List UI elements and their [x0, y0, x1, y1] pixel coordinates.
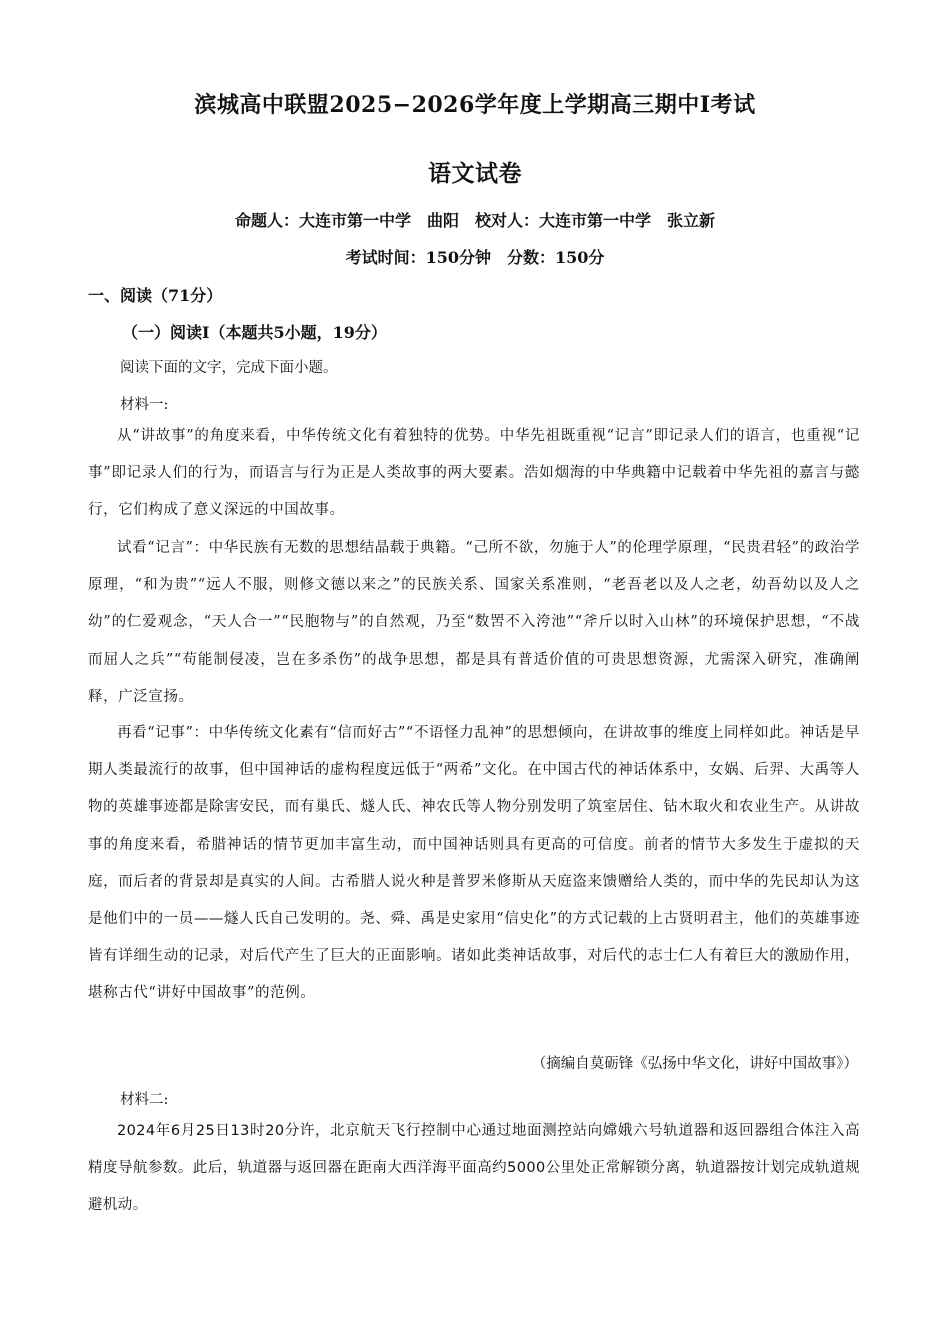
material-one-source: （摘编自莫砺锋《弘扬中华文化，讲好中国故事》） — [531, 1056, 858, 1072]
authors-line: 命题人：大连市第一中学 曲阳 校对人：大连市第一中学 张立新 — [234, 211, 715, 230]
material-two-label: 材料二: — [120, 1092, 169, 1108]
material-one-paragraph-3: 再看“记事”：中华传统文化素有“信而好古”“不语怪力乱神”的思想倾向，在讲故事的维度上同样如此。神话是早期人类最流行的故事，但中国神话的虚构程度远低于“两希”文化。在中国古代的神话体系中，女娲、后羿、大禹等人物的英雄事迹都是除害安民，而有巢氏、燧人氏、神农氏等人物分别发明了筑室居住、钻木取火和农业生产。从讲故事的角度来看，希腊神话的情节更加丰富生动，而中国神话则具有更高的可信度。前者的情节大多发生于虚拟的天庭，而后者的背景却是真实的人间。古希腊人说火种是普罗米修斯从天庭盗来馈赠给人类的，而中华的先民却认为这是他们中的一员——燧人氏自己发明的。尧、舜、禹是史家用“信史化”的方式记载的上古贤明君主，他们的英雄事迹皆有详细生动的记录，对后代产生了巨大的正面影响。诸如此类神话故事，对后代的志士仁人有着巨大的激励作用，堪称古代“讲好中国故事”的范例。 — [88, 725, 860, 1002]
exam-info-line: 考试时间：150分钟 分数：150分 — [345, 248, 605, 267]
material-two-paragraph-1: 2024年6月25日13时20分许，北京航天飞行控制中心通过地面测控站向嫦娥六号轨道器和返回器组合体注入高精度导航参数。此后，轨道器与返回器在距南大西洋海平面高约5000公里处正常解锁分离，轨道器按计划完成轨道规避机动。 — [88, 1123, 860, 1214]
material-one-paragraph-2: 试看“记言”：中华民族有无数的思想结晶载于典籍。“己所不欲，勿施于人”的伦理学原理，“民贵君轻”的政治学原理，“和为贵”“远人不服，则修文德以来之”的民族关系、国家关系准则，“老吾老以及人之老，幼吾幼以及人之幼”的仁爱观念，“天人合一”“民胞物与”的自然观，乃至“数罟不入洿池”“斧斤以时入山林”的环境保护思想，“不战而屈人之兵”“苟能制侵凌，岂在多杀伤”的战争思想，都是具有普适价值的可贵思想资源，尤需深入研究，准确阐释，广泛宣扬。 — [88, 540, 860, 705]
section-heading: 一、阅读（71分） — [88, 286, 223, 305]
section-subheading: （一）阅读Ⅰ（本题共5小题，19分） — [122, 323, 387, 342]
material-one-paragraph-1: 从“讲故事”的角度来看，中华传统文化有着独特的优势。中华先祖既重视“记言”即记录人们的语言，也重视“记事”即记录人们的行为，而语言与行为正是人类故事的两大要素。浩如烟海的中华典籍中记载着中华先祖的嘉言与懿行，它们构成了意义深远的中国故事。 — [88, 428, 860, 519]
exam-title: 滨城高中联盟2025−2026学年度上学期高三期中Ⅰ考试 — [194, 92, 756, 118]
material-one-label: 材料一: — [120, 397, 169, 413]
exam-subtitle: 语文试卷 — [428, 160, 522, 187]
instruction-text: 阅读下面的文字，完成下面小题。 — [120, 360, 338, 376]
